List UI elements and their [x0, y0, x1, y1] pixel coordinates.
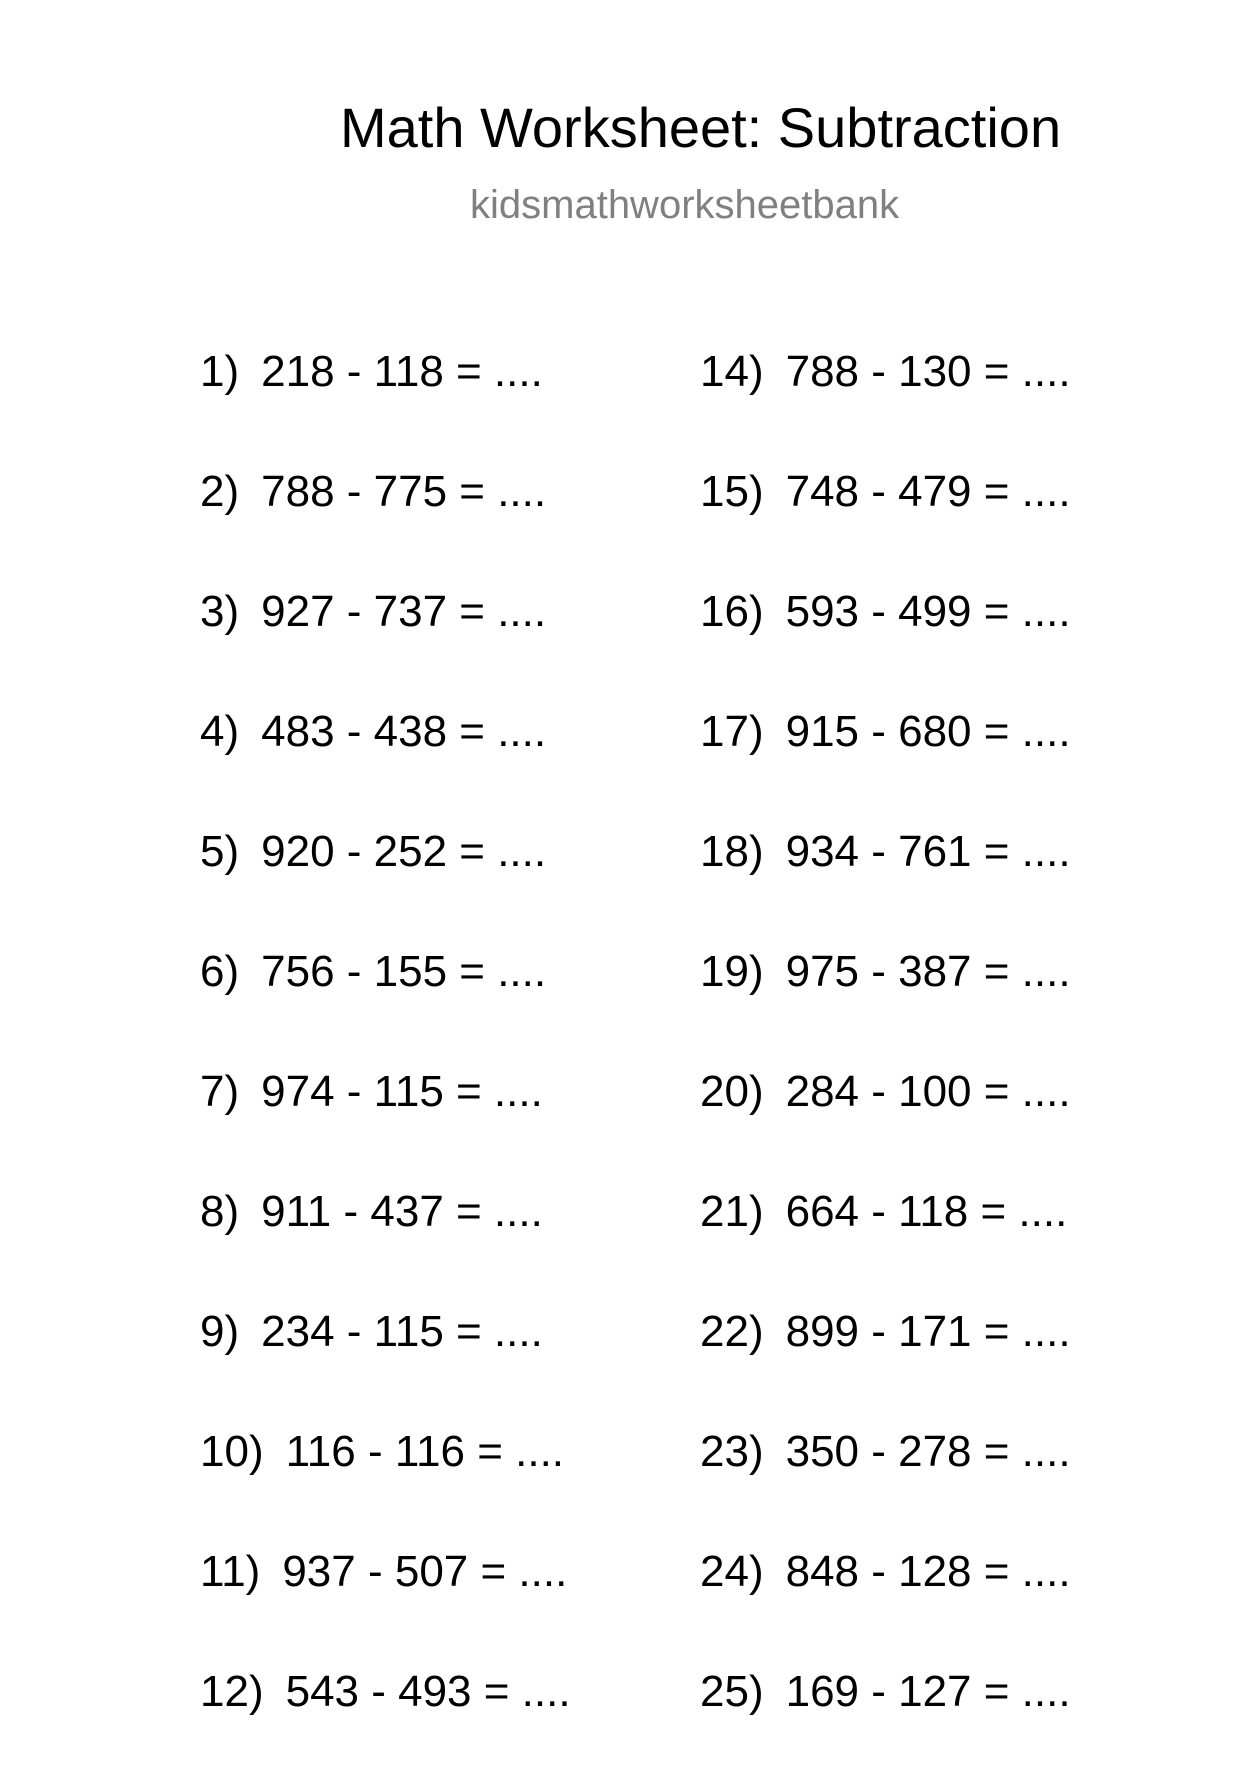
problem-expression: 756 - 155 = .... [261, 947, 547, 996]
page-title: Math Worksheet: Subtraction [340, 96, 1062, 159]
problem-item-6 [200, 947, 571, 1070]
problem-number: 7) [200, 1067, 240, 1116]
problem-number: 19) [700, 947, 764, 996]
problem-item-2 [200, 467, 571, 590]
problem-number: 6) [200, 947, 240, 996]
problem-expression: 920 - 252 = .... [261, 827, 547, 876]
problem-expression: 788 - 130 = .... [785, 347, 1071, 396]
problem-number: 4) [200, 707, 240, 756]
problem-item-11 [200, 1547, 571, 1670]
problem-item-1 [200, 347, 571, 470]
problem-expression: 234 - 115 = .... [261, 1307, 543, 1356]
problem-expression: 934 - 761 = .... [785, 827, 1071, 876]
problem-number: 17) [700, 707, 764, 756]
problem-number: 24) [700, 1547, 764, 1596]
problem-expression: 748 - 479 = .... [785, 467, 1071, 516]
problem-expression: 350 - 278 = .... [785, 1427, 1071, 1476]
problem-item-23 [700, 1427, 1071, 1550]
problem-number: 2) [200, 467, 240, 516]
problem-expression: 848 - 128 = .... [785, 1547, 1071, 1596]
problem-item-25 [700, 1667, 1071, 1790]
page-subtitle: kidsmathworksheetbank [470, 183, 900, 227]
problem-item-14 [700, 347, 1071, 470]
problem-item-19 [700, 947, 1071, 1070]
problem-item-16 [700, 587, 1071, 710]
problem-expression: 974 - 115 = .... [261, 1067, 543, 1116]
problem-item-22 [700, 1307, 1071, 1430]
problem-number: 5) [200, 827, 240, 876]
problem-list-right [700, 347, 1071, 1790]
problem-number: 23) [700, 1427, 764, 1476]
problem-expression: 937 - 507 = .... [282, 1547, 568, 1596]
problem-number: 8) [200, 1187, 240, 1236]
problem-expression: 911 - 437 = .... [261, 1187, 543, 1236]
problem-expression: 915 - 680 = .... [785, 707, 1071, 756]
problem-item-15 [700, 467, 1071, 590]
problem-list-left [200, 347, 571, 1790]
problem-item-24 [700, 1547, 1071, 1670]
problem-expression: 543 - 493 = .... [285, 1667, 571, 1716]
problem-expression: 788 - 775 = .... [261, 467, 547, 516]
problem-expression: 483 - 438 = .... [261, 707, 547, 756]
problem-expression: 975 - 387 = .... [785, 947, 1071, 996]
problem-expression: 218 - 118 = .... [261, 347, 543, 396]
problem-item-18 [700, 827, 1071, 950]
problem-number: 3) [200, 587, 240, 636]
problem-expression: 664 - 118 = .... [785, 1187, 1068, 1236]
problem-number: 15) [700, 467, 764, 516]
problem-number: 1) [200, 347, 240, 396]
problem-expression: 116 - 116 = .... [285, 1427, 565, 1476]
problem-number: 16) [700, 587, 764, 636]
problem-item-3 [200, 587, 571, 710]
problem-item-20 [700, 1067, 1071, 1190]
problem-item-12 [200, 1667, 571, 1790]
problem-item-9 [200, 1307, 571, 1430]
problem-expression: 593 - 499 = .... [785, 587, 1071, 636]
problem-number: 11) [200, 1547, 261, 1596]
problem-number: 18) [700, 827, 764, 876]
problem-number: 9) [200, 1307, 240, 1356]
problem-number: 25) [700, 1667, 764, 1716]
problem-expression: 927 - 737 = .... [261, 587, 547, 636]
problem-number: 12) [200, 1667, 264, 1716]
problem-expression: 169 - 127 = .... [785, 1667, 1071, 1716]
problem-item-7 [200, 1067, 571, 1190]
problem-item-17 [700, 707, 1071, 830]
problem-item-8 [200, 1187, 571, 1310]
problem-item-5 [200, 827, 571, 950]
problem-item-10 [200, 1427, 571, 1550]
problem-number: 10) [200, 1427, 264, 1476]
problem-number: 22) [700, 1307, 764, 1356]
problem-item-21 [700, 1187, 1071, 1310]
problem-number: 20) [700, 1067, 764, 1116]
problem-expression: 899 - 171 = .... [785, 1307, 1071, 1356]
problem-expression: 284 - 100 = .... [785, 1067, 1071, 1116]
problem-number: 21) [700, 1187, 764, 1236]
problem-item-4 [200, 707, 571, 830]
problem-number: 14) [700, 347, 764, 396]
